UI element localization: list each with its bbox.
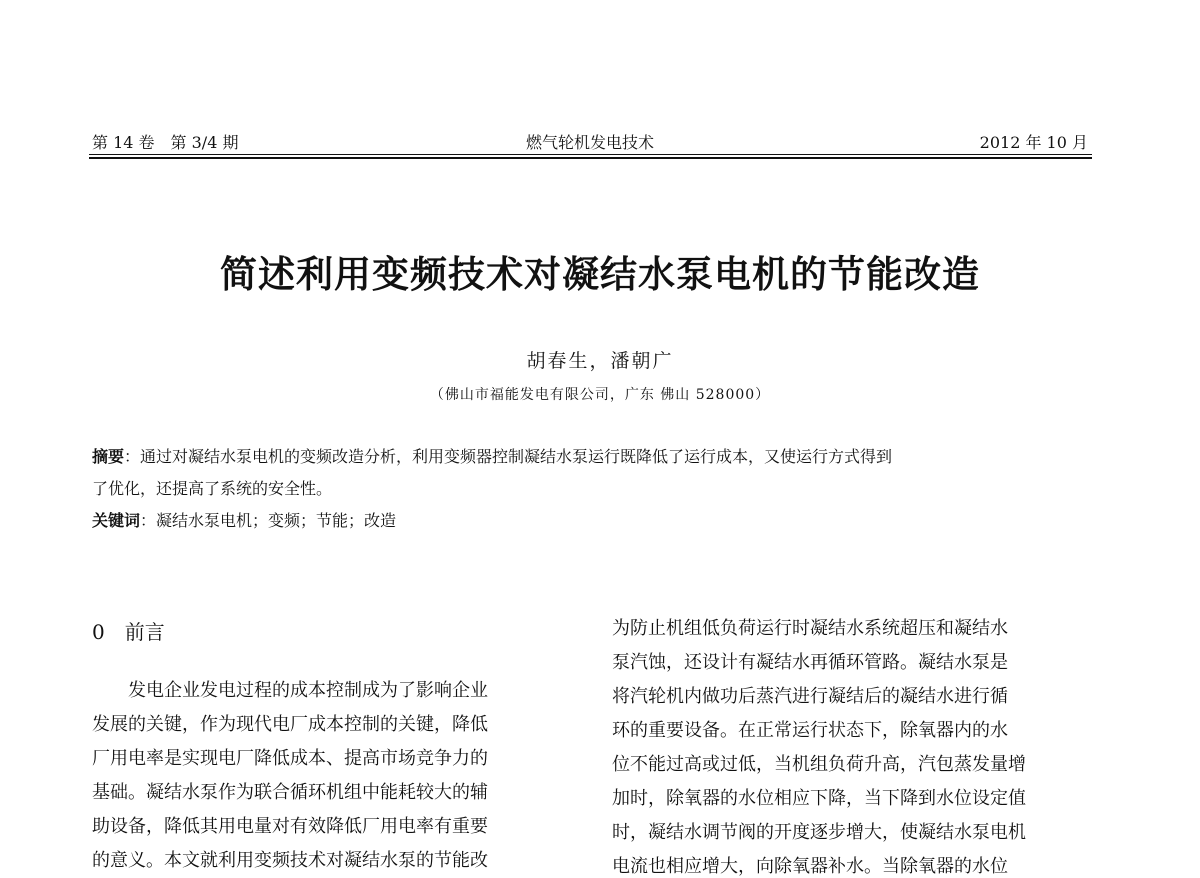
section-heading [92, 616, 165, 645]
left-body-line: 助设备，降低其用电量对有效降低厂用电率有重要 [92, 816, 488, 837]
section-number: 0 [92, 620, 105, 644]
right-body-line: 将汽轮机内做功后蒸汽进行凝结后的凝结水进行循 [612, 686, 1008, 707]
abstract-line-1 [92, 441, 1092, 473]
paper-title: 简述利用变频技术对凝结水泵电机的节能改造 [220, 253, 980, 296]
keywords-line [92, 505, 1092, 537]
abstract-label: 摘要 [92, 447, 125, 466]
keywords-label: 关键词 [92, 511, 141, 530]
abstract-line-2: 了优化，还提高了系统的安全性。 [92, 479, 333, 498]
right-body-line: 加时，除氧器的水位相应下降，当下降到水位设定值 [612, 788, 1026, 809]
right-body-line: 位不能过高或过低，当机组负荷升高，汽包蒸发量增 [612, 754, 1026, 775]
right-body-line: 时，凝结水调节阀的开度逐步增大，使凝结水泵电机 [612, 822, 1026, 843]
journal-name: 燃气轮机发电技术 [525, 133, 654, 152]
left-body-line: 的意义。本文就利用变频技术对凝结水泵的节能改 [92, 850, 488, 871]
header-rule-thick [89, 157, 1092, 159]
volume-issue: 第 14 卷 第 3/4 期 [92, 133, 239, 152]
left-body-line: 基础。凝结水泵作为联合循环机组中能耗较大的辅 [92, 782, 488, 803]
header-rule-thin [89, 154, 1092, 155]
left-body-line: 发展的关键，作为现代电厂成本控制的关键，降低 [92, 714, 488, 735]
right-body-line: 电流也相应增大，向除氧器补水。当除氧器的水位 [612, 856, 1008, 877]
section-title: 前言 [124, 620, 165, 644]
right-body-line: 为防止机组低负荷运行时凝结水系统超压和凝结水 [612, 618, 1008, 639]
running-header [92, 126, 1088, 154]
left-body-line: 发电企业发电过程的成本控制成为了影响企业 [92, 680, 488, 701]
right-body-line: 环的重要设备。在正常运行状态下，除氧器内的水 [612, 720, 1008, 741]
authors: 胡春生，潘朝广 [526, 350, 674, 372]
abstract-text-1: ：通过对凝结水泵电机的变频改造分析，利用变频器控制凝结水泵运行既降低了运行成本，又使运行方式得到 [124, 447, 893, 466]
left-body-line: 厂用电率是实现电厂降低成本、提高市场竞争力的 [92, 748, 488, 769]
affiliation: （佛山市福能发电有限公司，广东 佛山 528000） [429, 387, 771, 403]
keywords-text: ：凝结水泵电机；变频；节能；改造 [140, 511, 397, 530]
publication-date: 2012 年 10 月 [979, 133, 1088, 152]
right-body-line: 泵汽蚀，还设计有凝结水再循环管路。凝结水泵是 [612, 652, 1008, 673]
abstract-block [92, 441, 1092, 537]
